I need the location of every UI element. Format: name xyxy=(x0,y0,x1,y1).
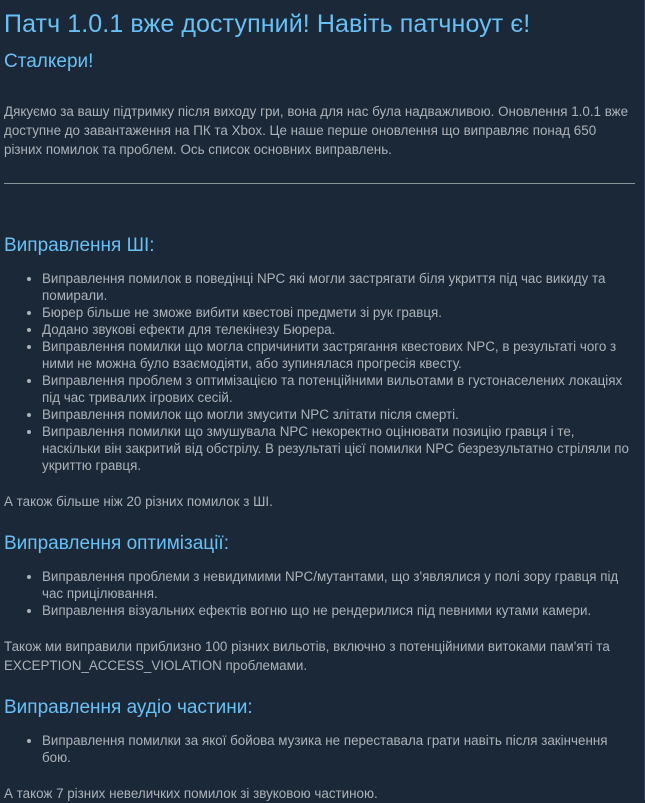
intro-paragraph: Дякуємо за вашу підтримку після виходу гри, вона для нас була надважливою. Оновлення 1.0.1 вже доступне до завантаження на ПК та Xbox. Це наше перше оновлення що виправляє понад 650 різних помилок та проблем. Ось список основних виправлень. xyxy=(4,104,629,157)
section-heading: Виправлення аудіо частини: xyxy=(4,697,253,718)
fix-list xyxy=(4,270,635,474)
list-item: Виправлення помилки що могла спричинити застрягання квестових NPC, в результаті чого з ними не можна було взаємодіяти, або зупинялася прогресія квесту. xyxy=(42,338,635,372)
fix-list xyxy=(4,732,635,766)
list-item: Додано звукові ефекти для телекінезу Бюрера. xyxy=(42,321,635,338)
section-heading: Виправлення оптимізації: xyxy=(4,533,229,554)
list-item: Виправлення візуальних ефектів вогню що не рендерилися під певними кутами камери. xyxy=(42,602,635,619)
list-item: Виправлення помилки що змушувала NPC некоректно оцінювати позицію гравця і те, наскільки він закритий від обстрілу. В результаті цієї помилки NPC безрезультатно стріляли по укриттю гравця. xyxy=(42,423,635,474)
section-ai xyxy=(4,234,635,511)
section-footer: А також 7 різних невеличких помилок зі звуковою частиною. xyxy=(4,786,378,801)
section-footer: Також ми виправили приблизно 100 різних вильотів, включно з потенційними витоками пам'яті та EXCEPTION_ACCESS_VIOLATION проблемами. xyxy=(4,639,610,673)
list-item: Бюрер більше не зможе вибити квестові предмети зі рук гравця. xyxy=(42,304,635,321)
divider xyxy=(4,183,635,184)
section-audio xyxy=(4,696,635,803)
list-item: Виправлення проблем з оптимізацією та потенційними вильотами в густонаселених локаціях під час тривалих ігрових сесій. xyxy=(42,372,635,406)
list-item: Виправлення помилок що могли змусити NPC злітати після смерті. xyxy=(42,406,635,423)
section-optimization xyxy=(4,532,635,675)
list-item: Виправлення помилки за якої бойова музика не переставала грати навіть після закінчення бою. xyxy=(42,732,635,766)
section-heading: Виправлення ШІ: xyxy=(4,235,155,256)
list-item: Виправлення проблеми з невидимими NPC/мутантами, що з'являлися у полі зору гравця під час прицілювання. xyxy=(42,568,635,602)
section-footer: А також більше ніж 20 різних помилок з ШІ. xyxy=(4,494,273,509)
list-item: Виправлення помилок в поведінці NPC які могли застрягати біля укриття під час викиду та помирали. xyxy=(42,270,635,304)
greeting: Сталкери! xyxy=(4,51,94,72)
fix-list xyxy=(4,568,635,619)
post-title: Патч 1.0.1 вже доступний! Навіть патчноут є! xyxy=(4,10,531,38)
